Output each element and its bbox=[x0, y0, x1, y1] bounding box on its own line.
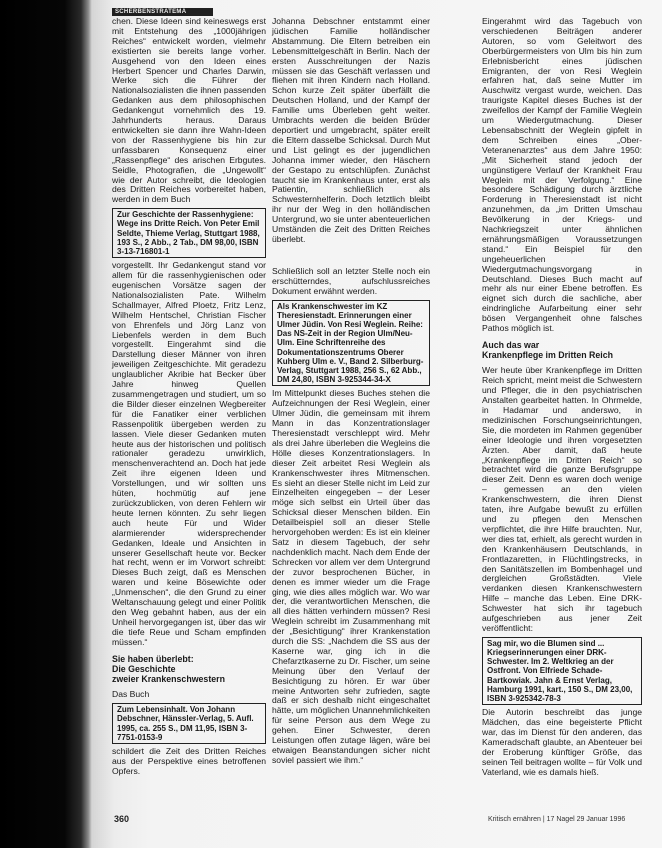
book-spine-shadow bbox=[0, 0, 92, 848]
book-reference-box: Sag mir, wo die Blumen sind ... Kriegserinnerungen einer DRK-Schwester. Im 2. Weltkrieg an der Ostfront. Von Elfriede Schade-Bartkowiak. Jahn & Ernst Verlag, Hamburg 1991, kart., 150 S., DM 23,00, ISBN 3-925342-78-3 bbox=[482, 637, 642, 705]
footer-source: Kritisch ernähren | 17 Nagel 29 Januar 1996 bbox=[488, 816, 626, 823]
paragraph: chen. Diese Ideen sind keineswegs erst mit Entstehung des „1000jährigen Reiches“ entwickelt worden, vielmehr existierten sie bereits lange vorher. Ausgehend von den Ideen eines Herbert Spencer und Charles Darwin, Werke sich die Führer der Nationalsozialisten die ihnen passenden Gedanken aus dem philosophischen Gedankengut vornehmlich des 19. Jahrhunderts heraus. Daraus entwickelten sie dann ihre Wahn-Ideen von der Rassenhygiene bis hin zur unfassbaren Konsequenz einer „Rassenpflege“ des arischen Erbgutes. Seidle, Photografien, die „Ungewollt“ wie der Autor schreibt, die Ideologien des Dritten Reiches vorbereitet haben, werden in dem Buch bbox=[112, 16, 266, 205]
paragraph: Im Mittelpunkt dieses Buches stehen die Aufzeichnungen der Resi Weglein, einer Ulmer Jüdin, die gemeinsam mit ihrem Mann in das Konzentrationslager Theresienstadt verschleppt wird. Mehr als drei Jahre überleben die Wegleins die Hölle dieses Konzentrationslagers. In dieser Zeit arbeitet Resi Weglein als Krankenschwester ihres Mitmenschen. Es sieht an dieser Stelle nicht im Leid zur Einzelheiten eingegeben – der Leser möge sich selbst ein Urteil über das Schicksal dieser Menschen bilden. Ein Detailbeispiel soll an dieser Stelle hervorgehoben werden: Es ist ein kleiner Satz in diesem Tagebuch, der sehr nachdenklich macht. Nach dem Ende der Schrecken vor allem ver dem Untergrund der zuvor besprochenen Bücher, in denen es immer wieder um die Frage ging, wie dies alles möglich war. Wo war der, die verantwortlichen Menschen, die all dies hätten verhindern müssen? Resi Weglein schreibt im Zusammenhang mit der „Besichtigung“ ihrer Krankenstation durch die SS: „Nachdem die SS aus der Kaserne war, ging ich in die Chefarztkaserne zu Dr. Fischer, um seine Meinung über den Verlauf der Besichtigung zu hören. Er war über meine Antworten sehr zufrieden, sagte daß er sich deshalb nicht eingeschaltet hätte, um möglichen Unannehmlichkeiten für seine Person aus dem Wege zu gehen. Einer Schwester, deren Leistungen offen zutage lägen, wäre bei etwaigen Beanstandungen sicher nicht soviel passiert wie ihm.“ bbox=[272, 388, 430, 765]
paragraph: Wer heute über Krankenpflege im Dritten Reich spricht, meint meist die Schwestern und Pfleger, die in den psychiatrischen Anstalten gearbeitet hatten. In Ohrmelde, in Hadamar und anderswo, in medizinischen Forschungseinrichtungen, Sie, die mordeten im Rahmen gegenüber einer Ideologie und ihren vorgesetzten Ärzten. Aber damit, daß heute „Krankenpflege im Dritten Reich“ so betrachtet wird die ganze Berufsgruppe dieser Zeit. Denn es waren doch wenige – gemessen an den vielen Krankenschwestern, die ihren Dienst taten, ihre Aufgabe bewußt zu erfüllen und zu pflegen den Menschen verpflichtet, die ihre Hilfe brauchten. Nur, wer dies tat, erhielt, als gerecht wurden in den Krankenhäusern Deutschlands, in Frontlazaretten, in Flüchtlingstrecks, in den Sanitätszellen im Bombenhagel und dergleichen Großstädten. Viele verdanken diesen Krankenschwestern Hilfe – manche das Leben. Eine DRK-Schwester hat sich ihr tagebuch aufgeschrieben aus jener Zeit veröffentlicht: bbox=[482, 365, 642, 633]
section-heading: Auch das war bbox=[482, 340, 540, 350]
column-3 bbox=[482, 17, 642, 778]
column-2 bbox=[272, 17, 430, 766]
paragraph: Schließlich soll an letzter Stelle noch ein erschütterndes, aufschlussreiches Dokument erwähnt werden. bbox=[272, 265, 430, 296]
paragraph: Eingerahmt wird das Tagebuch von verschiedenen Beiträgen anderer Autoren, so vom Geleitwort des Oberbürgermeisters von Ulm bis hin zum Erlebnisbericht eines jüdischen Emigranten, der von Resi Weglein erfahren hat, daß seine Mutter im Auschwitz vergast wurde, weichen. Das traurigste Kapitel dieses Buches ist der zweifellos der Kampf der Familie Weglein um Wiedergutmachung. Dieser Lebensabschnitt der Weglein gipfelt in dem Schreiben eines „Ober-Veteranenarztes“ aus dem Jahre 1950: „Mit Sicherheit stand jedoch der ungünstigere Verlauf der Krankheit Frau Weglein mit der Verfolgung.“ Eine besondere Schädigung durch ärztliche Forderung in Theresienstadt ist nicht anzunehmen, da „im Dritten Umschau Bevölkerung in der Kriegs- und Nachkriegszeit unter ähnlichen ernährungsmäßigen Voraussetzungen stand.“ Ein Beispiel für den ungeheuerlichen Wiedergutmachungsvorgang in Deutschland. Dieses Buch macht auf mehr als nur einer Ebene betroffen. Es eignet sich durch die sachliche, aber eindringliche Aufarbeitung einer sehr bösen Vergangenheit ohne falsches Pathos möglich ist. bbox=[482, 16, 642, 334]
paragraph: Die Autorin beschreibt das junge Mädchen, das eine begeisterte Pflicht war, das im Dienst für den anderen, das Kameradschaft glaubte, an Abenteuer bei der Eroberung künftiger Größe, das seinen Teil beitragen wollte – für Volk und Vaterland, wie es damals hieß. bbox=[482, 707, 642, 777]
paragraph: Johanna Debschner entstammt einer jüdischen Familie holländischer Abstammung. Die Eltern betreiben ein Lebensmittelgeschäft in Berlin. Nach der ersten Ausschreitungen der Nazis müssen sie das Geschäft verlassen und fliehen mit ihren Kindern nach Holland. Schon kurze Zeit später überfällt die Deutschen Holland, und der Kampf der Familie ums Überleben geht weiter. Umbrachts werden die beiden Brüder deportiert und umgebracht, später ereilt die Eltern dasselbe Schicksal. Durch Mut und List gelingt es der jugendlichen Johanna immer wieder, den Häschern der Gestapo zu entschlüpfen. Zunächst taucht sie im Krankenhaus unter, erst als Patientin, schließlich als Schwesternhelferin. Doch letztlich bleibt ihr nur der Weg in den holländischen Untergrund, wo sie unter abenteuerlichen Umständen die Zeit des Dritten Reiches überlebt. bbox=[272, 16, 430, 244]
page-number: 360 bbox=[114, 814, 130, 824]
paragraph: Das Buch bbox=[112, 689, 150, 700]
book-reference-box: Zur Geschichte der Rassenhygiene: Wege ins Dritte Reich. Von Peter Emil Seldte, Thieme Verlag, Stuttgart 1988, 193 S., 2 Abb., 2 Tab., DM 98,00, ISBN 3-13-716801-1 bbox=[112, 208, 266, 258]
book-reference-box: Zum Lebensinhalt. Von Johann Debschner, Hänssler-Verlag, 5. Aufl. 1995, ca. 255 S., DM 11,95, ISBN 3-7751-0153-9 bbox=[112, 703, 266, 744]
paragraph: schildert die Zeit des Dritten Reiches aus der Perspektive eines betroffenen Opfers. bbox=[112, 745, 266, 776]
running-header: SCHERBENSTRATEMA bbox=[112, 8, 213, 16]
column-1 bbox=[112, 17, 266, 777]
section-heading: Die Geschichte bbox=[112, 663, 176, 674]
section-heading: zweier Krankenschwestern bbox=[112, 673, 225, 684]
section-heading: Sie haben überlebt: bbox=[112, 653, 194, 664]
paragraph: vorgestellt. Ihr Gedankengut stand vor allem für die rassenhygienischen oder eugenischen Vorsätze sagen der Nationalsozialisten Pate. Wilhelm Schallmayer, Alfred Ploetz, Fritz Lenz, Wilhelm Hentschel, Christian Fischer von Ehrenfels und Jörg Lanz von Liebenfels werden in dem Buch vorgestellt. Eingerahmt sind die Darstellung dieser Männer von ihren jeweiligen Zeitgeschichte. Mit geradezu unglaublicher Akribie hat Becker über Jahre hinweg Quellen zusammengetragen und studiert, um so die Bilder dieser einzelnen Wegbereiter für die Fanatiker einer verblichen Rassenpolitik übergeben werden zu lassen. Viele dieser Gedanken muten heute aus der historischen und politisch rationaler geradezu unwirklich, menschenverachtend an. Doch hat jede Zeit ihre eigenen Ideen und Vorstellungen, und wir sollten uns hüten, hochmütig auf jene zurückzublicken, von deren Fehlern wir heute lernen könnten. Zu sehr liegen auch heute Für und Wider alarmierender widersprechender Gedanken, Ideale und Ansichten in unserer Gesellschaft heute vor. Becker hat recht, wenn er im Vorwort schreibt: Dieses Buch zeigt, daß es Menschen waren und keine Bösewichte oder „Unmenschen“, die den Grund zu einer Weltanschauung gelegt und einer Politik den Weg gebahnt haben, aus der ein Unheil hervorgegangen ist, über das wir die tiefe Reue und Scham empfinden müssen.“ bbox=[112, 260, 266, 647]
book-reference-box: Als Krankenschwester im KZ Theresienstadt. Erinnerungen einer Ulmer Jüdin. Von Resi Weglein. Reihe: Das NS-Zeit in der Region Ulm/Neu-Ulm. Eine Schriftenreihe des Dokumentationszentrums Oberer Kuhberg Ulm e. V., Band 2. Silberburg-Verlag, Stuttgart 1988, 256 S., 62 Abb., DM 24,80, ISBN 3-925344-34-X bbox=[272, 300, 430, 387]
section-heading: Krankenpflege im Dritten Reich bbox=[482, 350, 614, 361]
